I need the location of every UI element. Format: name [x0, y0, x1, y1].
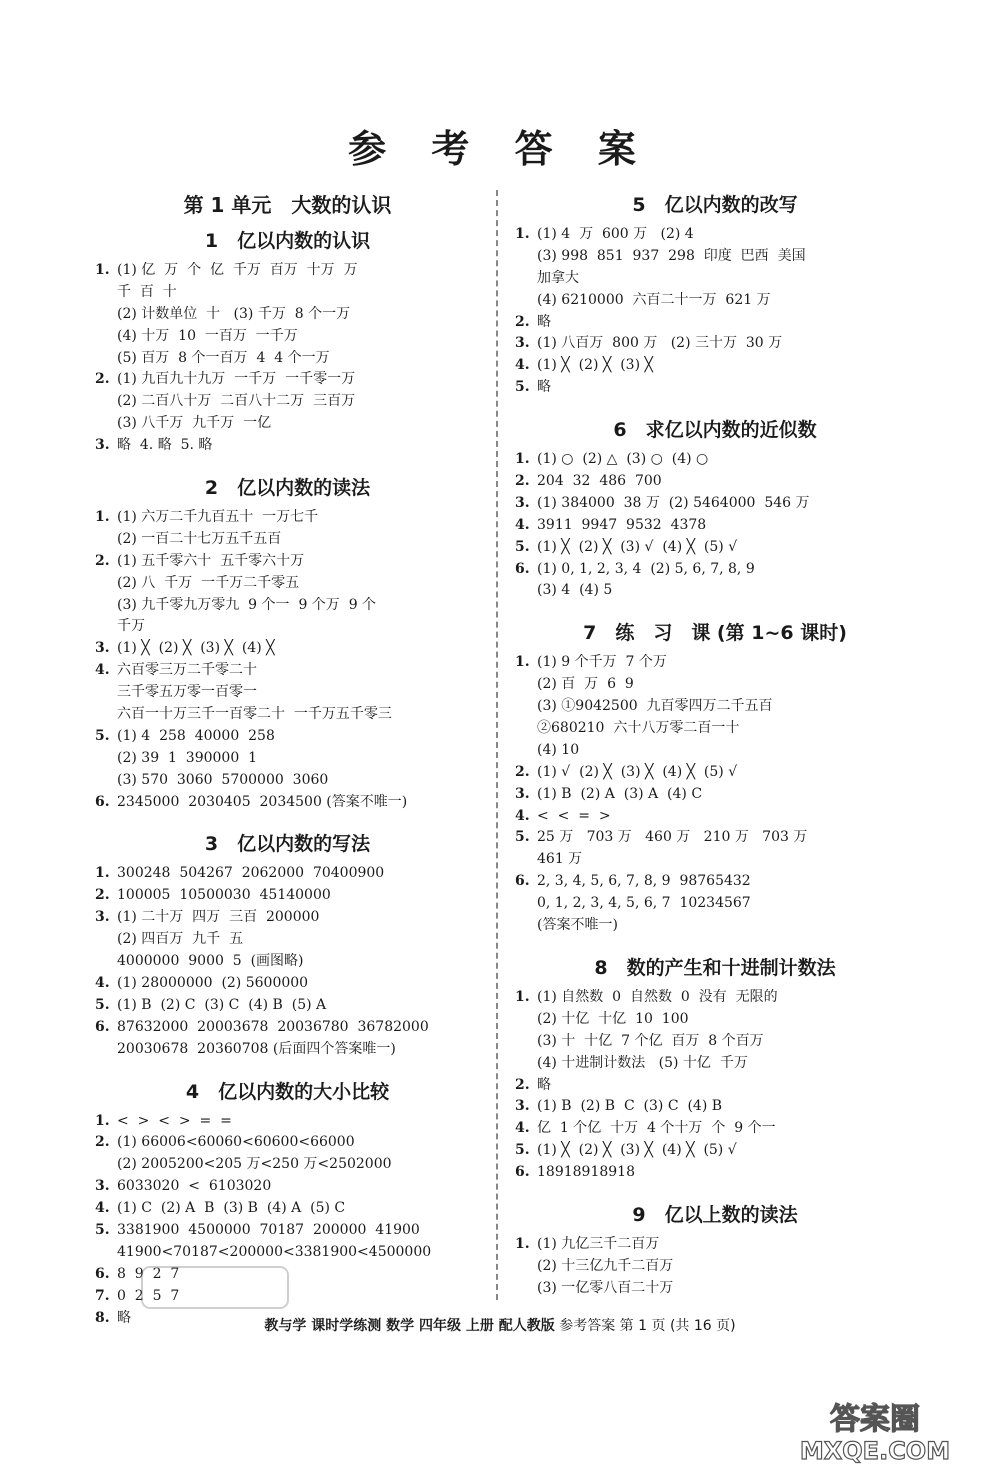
section-heading: 6 求亿以内数的近似数 — [613, 419, 817, 442]
answer-text: 加拿大 — [537, 269, 579, 286]
answer-text: (1) 六万二千九百五十 一万七千 — [117, 509, 319, 526]
answer-text: (3) 八千万 九千万 一亿 — [117, 415, 272, 432]
question-number: 7. — [95, 1287, 110, 1304]
answer-line — [515, 1096, 915, 1118]
answer-text: (1) 亿 万 个 亿 千万 百万 十万 万 — [117, 262, 358, 278]
answer-section — [515, 415, 915, 602]
question-number: 3. — [95, 1178, 110, 1195]
answer-line — [95, 660, 480, 682]
answer-line — [95, 1154, 480, 1176]
answer-line — [95, 282, 480, 304]
answer-text: 3911 9947 9532 4378 — [537, 516, 707, 533]
answer-line — [95, 1132, 480, 1154]
section-heading: 5 亿以内数的改写 — [632, 194, 798, 216]
section-heading: 2 亿以内数的读法 — [204, 477, 371, 500]
answer-line — [95, 1220, 480, 1242]
question-number: 1. — [515, 988, 530, 1005]
answer-line — [95, 792, 480, 814]
answer-text: (2) 一百二十七万五千五百 — [117, 530, 282, 547]
answer-line — [515, 290, 915, 312]
answer-line — [515, 246, 915, 268]
stamp-watermark — [140, 1265, 290, 1310]
svg-text:答案圈: 答案圈 — [830, 1402, 920, 1437]
answer-text: (1) ╳ (2) ╳ (3) √ (4) ╳ (5) √ — [537, 538, 738, 555]
answer-text: 略 — [117, 1309, 131, 1326]
answer-text: (1) ╳ (2) ╳ (3) ╳ (4) ╳ — [117, 640, 275, 657]
answer-text: (1) 384000 38 万 (2) 5464000 546 万 — [537, 494, 810, 511]
answer-line — [95, 1039, 480, 1061]
answer-text: (2) 十亿 十亿 10 100 — [537, 1010, 689, 1027]
answer-text: (3) 570 3060 5700000 3060 — [117, 771, 329, 788]
answer-text: 三千零五万零一百零一 — [117, 684, 257, 701]
question-number: 5. — [515, 538, 530, 555]
question-number: 1. — [515, 226, 530, 242]
answer-line — [515, 224, 915, 246]
question-number: 6. — [95, 1265, 110, 1282]
question-number: 5. — [95, 727, 110, 744]
answer-text: (答案不唯一) — [537, 917, 618, 934]
answer-text: (4) 10 — [537, 741, 580, 758]
answer-text: 略 — [537, 313, 551, 330]
answer-text: 4000000 9000 5 (画图略) — [117, 953, 304, 970]
footer-page-info: 参考答案 第 1 页 (共 16 页) — [559, 1318, 736, 1334]
question-number: 2. — [515, 473, 530, 490]
answer-line — [95, 1111, 480, 1133]
question-number: 2. — [515, 1076, 530, 1093]
section-heading: 1 亿以内数的认识 — [204, 230, 371, 252]
answer-text: 2345000 2030405 2034500 (答案不唯一) — [117, 793, 408, 810]
answer-section — [95, 226, 480, 457]
answer-line — [95, 1017, 480, 1039]
question-number: 4. — [95, 662, 110, 679]
question-number: 3. — [515, 335, 530, 352]
answer-text: (1) ○ (2) △ (3) ○ (4) ○ — [537, 451, 709, 468]
answer-text: (1) 4 万 600 万 (2) 4 — [537, 226, 694, 242]
answer-line — [95, 929, 480, 951]
answer-text: (3) 十 十亿 7 个亿 百万 8 个百万 — [537, 1032, 764, 1049]
answer-text: (1) B (2) A (3) A (4) C — [537, 785, 703, 802]
answer-section — [515, 1200, 915, 1300]
answer-line — [95, 435, 480, 457]
answer-line — [515, 674, 915, 696]
section-heading: 4 亿以内数的大小比较 — [185, 1080, 390, 1103]
page-title: 参 考 答 案 — [348, 127, 652, 171]
question-number: 2. — [95, 1134, 110, 1151]
answer-text: 略 — [537, 1076, 551, 1093]
answer-text: (2) 计数单位 十 (3) 千万 8 个一万 — [117, 305, 351, 322]
answer-text: (3) 一亿零八百二十万 — [537, 1279, 674, 1296]
answer-text: (2) 四百万 九千 五 — [117, 931, 244, 948]
question-number: 1. — [95, 865, 110, 882]
question-number: 3. — [515, 785, 530, 802]
answer-line — [515, 1234, 915, 1256]
answer-line — [95, 863, 480, 885]
answer-text: (1) 五千零六十 五千零六十万 — [117, 552, 305, 569]
answer-text: (4) 6210000 六百二十一万 621 万 — [537, 291, 771, 308]
answer-text: (1) 0, 1, 2, 3, 4 (2) 5, 6, 7, 8, 9 — [537, 560, 755, 577]
answer-text: 千万 — [117, 618, 145, 635]
answer-text: (3) 998 851 937 298 印度 巴西 美国 — [537, 247, 806, 264]
answer-line — [95, 748, 480, 770]
answer-text: 3381900 4500000 70187 200000 41900 — [117, 1221, 420, 1238]
question-number: 1. — [515, 451, 530, 468]
answer-text: (1) ╳ (2) ╳ (3) ╳ (4) ╳ (5) √ — [537, 1142, 737, 1159]
question-number: 3. — [95, 640, 110, 657]
answer-line — [515, 1075, 915, 1097]
answer-text: 41900<70187<200000<3381900<4500000 — [117, 1243, 432, 1260]
answer-text: 亿 1 个亿 十万 4 个十万 个 9 个一 — [537, 1120, 776, 1137]
answer-line — [515, 1140, 915, 1162]
answer-text: 6033020 < 6103020 — [117, 1178, 272, 1195]
section-heading: 3 亿以内数的写法 — [204, 833, 371, 856]
answer-text: (1) 二十万 四万 三百 200000 — [117, 909, 320, 926]
answer-line — [95, 682, 480, 704]
answer-text: (1) C (2) A B (3) B (4) A (5) C — [117, 1200, 346, 1217]
answer-line — [515, 718, 915, 740]
answer-line — [515, 515, 915, 537]
answer-text: (2) 八 千万 一千万二千零五 — [117, 574, 300, 591]
answer-line — [515, 268, 915, 290]
question-number: 5. — [515, 379, 530, 396]
answer-text: (1) 自然数 0 自然数 0 没有 无限的 — [537, 988, 778, 1005]
page-footer — [0, 1315, 1000, 1335]
answer-line — [515, 537, 915, 559]
answer-line — [515, 471, 915, 493]
question-number: 3. — [515, 494, 530, 511]
answer-line — [515, 312, 915, 334]
answer-line — [515, 449, 915, 471]
answer-line — [95, 1198, 480, 1220]
answer-text: (1) 九百九十九万 一千万 一千零一万 — [117, 371, 356, 388]
answer-line — [515, 1162, 915, 1184]
answer-line — [95, 770, 480, 792]
question-number: 4. — [515, 1120, 530, 1137]
answer-text: 100005 10500030 45140000 — [117, 887, 331, 904]
answer-text: (1) 28000000 (2) 5600000 — [117, 974, 309, 991]
question-number: 6. — [515, 1164, 530, 1181]
question-number: 4. — [515, 357, 530, 374]
answer-line — [515, 652, 915, 674]
answer-line — [95, 704, 480, 726]
answer-text: < > < > = = — [117, 1112, 232, 1129]
answer-text: (1) 八百万 800 万 (2) 三十万 30 万 — [537, 335, 783, 352]
question-number: 6. — [515, 560, 530, 577]
left-column — [95, 190, 480, 1345]
answer-text: (4) 十进制计数法 (5) 十亿 千万 — [537, 1054, 748, 1071]
answer-line — [515, 1053, 915, 1075]
answer-line — [95, 413, 480, 435]
answer-text: 略 — [537, 379, 551, 396]
section-heading: 7 练 习 课 (第 1~6 课时) — [583, 622, 847, 645]
answer-line — [95, 551, 480, 573]
answer-line — [95, 507, 480, 529]
answer-line — [515, 893, 915, 915]
question-number: 1. — [515, 654, 530, 671]
section-heading: 9 亿以上数的读法 — [632, 1203, 798, 1226]
answer-line — [515, 915, 915, 937]
answer-text: (3) 4 (4) 5 — [537, 582, 613, 599]
question-number: 5. — [515, 1142, 530, 1159]
answer-line — [95, 595, 480, 617]
answer-line — [95, 573, 480, 595]
answer-text: 千 百 十 — [117, 283, 177, 300]
answer-line — [515, 696, 915, 718]
answer-line — [95, 973, 480, 995]
answer-text: 2, 3, 4, 5, 6, 7, 8, 9 98765432 — [537, 873, 751, 890]
answer-line — [515, 849, 915, 871]
answer-text: (2) 39 1 390000 1 — [117, 749, 258, 766]
answer-line — [515, 871, 915, 893]
question-number: 1. — [95, 1112, 110, 1129]
question-number: 2. — [515, 763, 530, 780]
answer-text: (1) 九亿三千二百万 — [537, 1235, 660, 1252]
answer-text: 六百一十万三千一百零二十 一千万五千零三 — [117, 706, 392, 723]
question-number: 3. — [515, 1098, 530, 1115]
answer-line — [95, 369, 480, 391]
unit-heading: 第 1 单元 大数的认识 — [183, 193, 392, 217]
answer-text: (5) 百万 8 个一百万 4 4 个一万 — [117, 349, 330, 366]
question-number: 8. — [95, 1309, 110, 1326]
question-number: 2. — [515, 313, 530, 330]
answer-line — [515, 762, 915, 784]
answer-line — [515, 1256, 915, 1278]
answer-line — [95, 726, 480, 748]
answer-text: 461 万 — [537, 851, 583, 868]
site-watermark-logo — [760, 1395, 990, 1465]
question-number: 4. — [95, 1200, 110, 1217]
question-number: 6. — [515, 873, 530, 890]
answer-line — [515, 1031, 915, 1053]
question-number: 5. — [95, 1221, 110, 1238]
answer-line — [95, 1242, 480, 1264]
answer-section — [95, 473, 480, 813]
answer-section — [95, 829, 480, 1060]
answer-line — [95, 260, 480, 282]
answer-text: 300248 504267 2062000 70400900 — [117, 865, 385, 882]
question-number: 2. — [95, 552, 110, 569]
answer-text: (1) 9 个千万 7 个万 — [537, 654, 667, 671]
answer-text: 20030678 20360708 (后面四个答案唯一) — [117, 1040, 396, 1057]
answer-text: (3) ①9042500 九百零四万二千五百 — [537, 698, 773, 715]
answer-text: 六百零三万二千零二十 — [117, 662, 257, 679]
answer-line — [515, 987, 915, 1009]
question-number: 4. — [95, 974, 110, 991]
answer-line — [515, 377, 915, 399]
answer-line — [515, 580, 915, 602]
answer-text: (1) 4 258 40000 258 — [117, 727, 275, 744]
question-number: 4. — [515, 516, 530, 533]
question-number: 1. — [515, 1235, 530, 1252]
answer-section — [515, 190, 915, 399]
answer-line — [515, 740, 915, 762]
answer-text: (1) 66006<60060<60600<66000 — [117, 1134, 355, 1151]
answer-text: (1) √ (2) ╳ (3) ╳ (4) ╳ (5) √ — [537, 763, 738, 780]
answer-line — [95, 907, 480, 929]
right-column — [515, 190, 915, 1316]
question-number: 6. — [95, 793, 110, 810]
answer-text: 略 4. 略 5. 略 — [117, 437, 213, 454]
section-heading: 8 数的产生和十进制计数法 — [594, 956, 836, 979]
answer-text: (3) 九千零九万零九 9 个一 9 个万 9 个 — [117, 596, 377, 613]
answer-line — [95, 616, 480, 638]
answer-line — [95, 348, 480, 370]
answer-text: (1) B (2) C (3) C (4) B (5) A — [117, 996, 327, 1013]
answer-line — [515, 1009, 915, 1031]
answer-text: 18918918918 — [537, 1164, 635, 1181]
answer-line — [515, 784, 915, 806]
answer-text: 25 万 703 万 460 万 210 万 703 万 — [537, 829, 808, 846]
question-number: 3. — [95, 909, 110, 926]
question-number: 5. — [515, 829, 530, 846]
answer-text: (1) B (2) B C (3) C (4) B — [537, 1098, 723, 1115]
question-number: 6. — [95, 1018, 110, 1035]
answer-text: ②680210 六十八万零二百一十 — [537, 720, 740, 737]
question-number: 1. — [95, 509, 110, 526]
answer-line — [95, 1176, 480, 1198]
answer-text: (4) 十万 10 一百万 一千万 — [117, 327, 298, 344]
answer-line — [515, 355, 915, 377]
column-divider — [496, 190, 498, 1300]
answer-line — [95, 304, 480, 326]
question-number: 4. — [515, 807, 530, 824]
answer-line — [515, 1278, 915, 1300]
answer-section — [515, 953, 915, 1184]
answer-line — [95, 951, 480, 973]
footer-book-info: 教与学 课时学练测 数学 四年级 上册 配人教版 — [264, 1318, 555, 1334]
answer-text: (1) ╳ (2) ╳ (3) ╳ — [537, 357, 653, 374]
answer-text: (2) 百 万 6 9 — [537, 676, 634, 693]
answer-line — [95, 885, 480, 907]
answer-section — [515, 618, 915, 937]
answer-line — [95, 391, 480, 413]
answer-text: 87632000 20003678 20036780 36782000 — [117, 1018, 429, 1035]
answer-text: (2) 2005200<205 万<250 万<2502000 — [117, 1156, 392, 1173]
svg-text:MXQE.COM: MXQE.COM — [799, 1437, 951, 1465]
question-number: 5. — [95, 996, 110, 1013]
answer-line — [95, 638, 480, 660]
answer-text: < < = > — [537, 807, 611, 824]
answer-text: 8 9 2 7 — [117, 1265, 180, 1282]
answer-line — [95, 995, 480, 1017]
answer-text: (2) 十三亿九千二百万 — [537, 1257, 674, 1274]
question-number: 3. — [95, 437, 110, 454]
answer-line — [515, 333, 915, 355]
answer-line — [515, 806, 915, 828]
answer-text: 204 32 486 700 — [537, 473, 662, 490]
question-number: 2. — [95, 887, 110, 904]
answer-line — [515, 1118, 915, 1140]
answer-line — [95, 529, 480, 551]
question-number: 2. — [95, 371, 110, 388]
answer-line — [515, 559, 915, 581]
question-number: 1. — [95, 262, 110, 278]
answer-text: 0 2 5 7 — [117, 1287, 180, 1304]
answer-line — [95, 326, 480, 348]
answer-text: 0, 1, 2, 3, 4, 5, 6, 7 10234567 — [537, 895, 751, 912]
answer-text: (2) 二百八十万 二百八十二万 三百万 — [117, 393, 356, 410]
answer-line — [515, 493, 915, 515]
answer-line — [515, 827, 915, 849]
